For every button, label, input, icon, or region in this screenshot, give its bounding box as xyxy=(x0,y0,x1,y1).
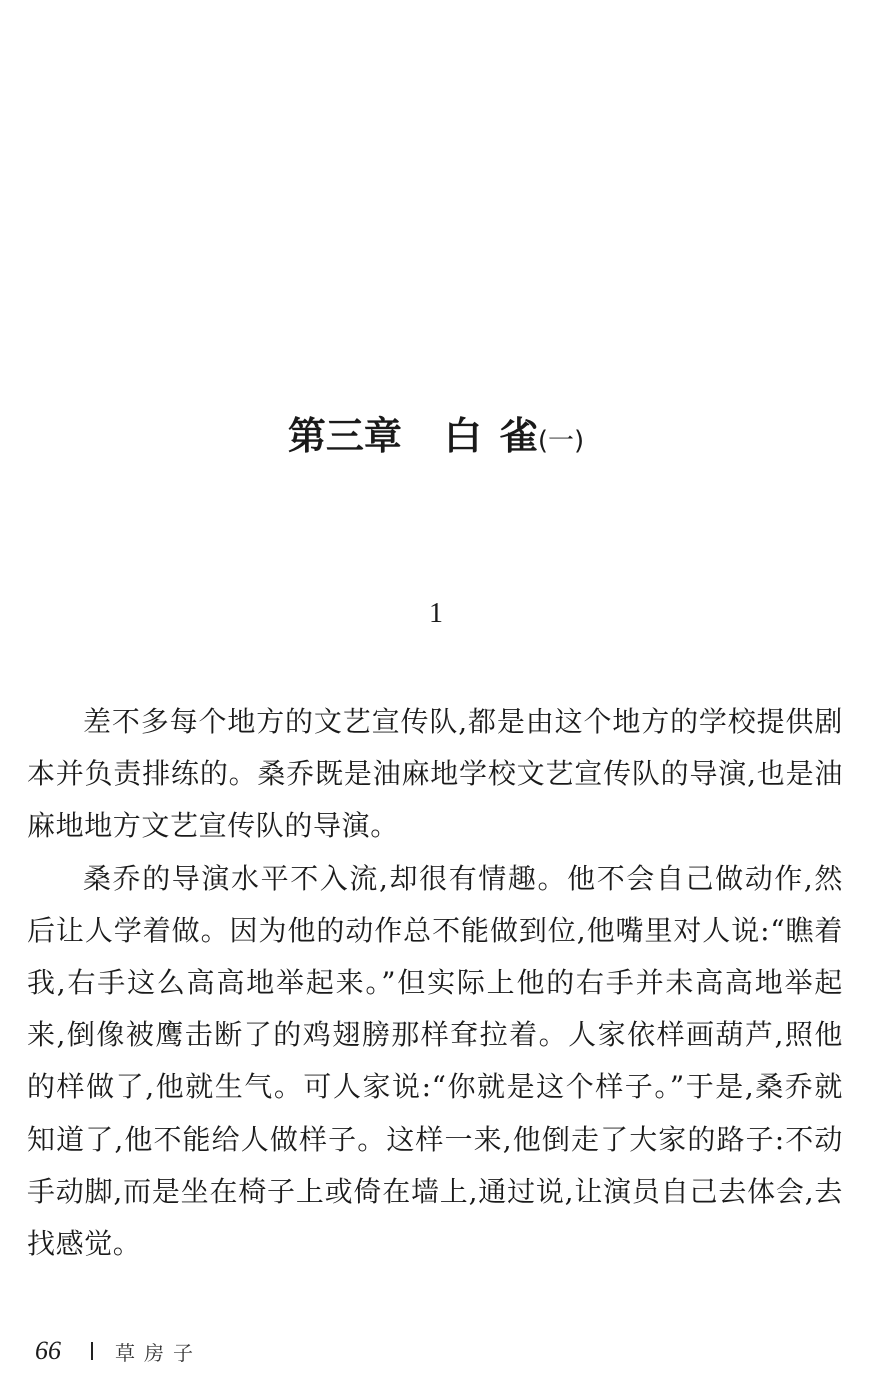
footer-divider xyxy=(91,1342,93,1360)
section-number: 1 xyxy=(429,598,443,629)
paragraph: 桑乔的导演水平不入流,却很有情趣。他不会自己做动作,然后让人学着做。因为他的动作总不能做到位,他嘴里对人说:“瞧着我,右手这么高高地举起来。”但实际上他的右手并未高高地举起来,倒像被鹰击断了的鸡翅膀那样耷拉着。人家依样画葫芦,照他的样做了,他就生气。可人家说:“你就是这个样子。”于是,桑乔就知道了,他不能给人做样子。这样一来,他倒走了大家的路子:不动手动脚,而是坐在椅子上或倚在墙上,通过说,让演员自己去体会,去找感觉。 xyxy=(27,861,843,1261)
page-number: 66 xyxy=(35,1336,61,1365)
chapter-part: (一) xyxy=(537,426,585,457)
chapter-name-char-1: 白 xyxy=(443,414,482,459)
book-title: 草房子 xyxy=(115,1340,202,1365)
body-text xyxy=(27,696,843,1270)
paragraph: 差不多每个地方的文艺宣传队,都是由这个地方的学校提供剧本并负责排练的。桑乔既是油麻地学校文艺宣传队的导演,也是油麻地地方文艺宣传队的导演。 xyxy=(27,705,843,843)
page-footer xyxy=(35,1333,202,1369)
chapter-name-char-2: 雀 xyxy=(499,414,538,459)
chapter-title xyxy=(0,411,872,466)
chapter-label: 第三章 xyxy=(287,414,402,459)
